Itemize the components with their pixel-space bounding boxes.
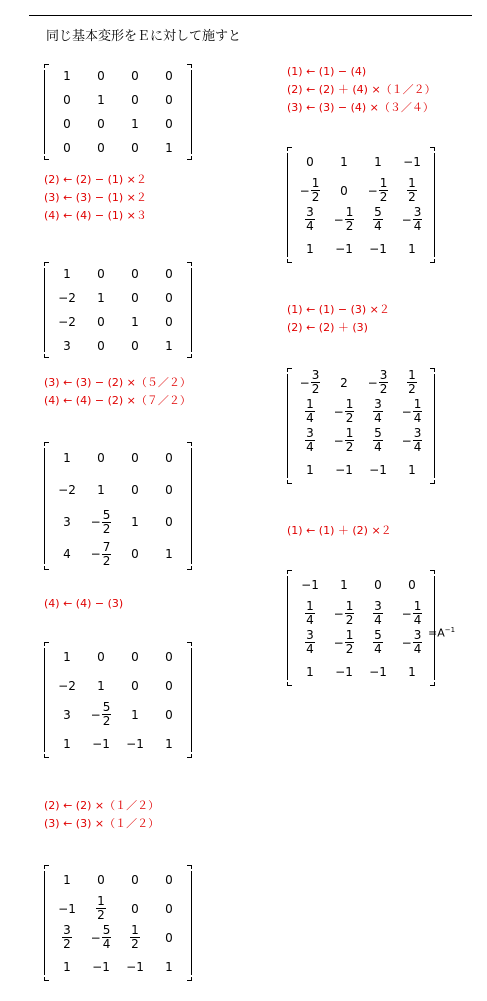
matrix-cell: 0 xyxy=(374,577,382,592)
right-bracket xyxy=(187,442,192,570)
matrix-row xyxy=(293,657,429,686)
matrix-cell: 0 xyxy=(131,93,139,107)
matrix-cell: −1 xyxy=(335,462,353,477)
matrix-step xyxy=(44,262,192,358)
operation-line: (1) ← (1) − (4) xyxy=(287,65,367,78)
matrix-cell: −1 xyxy=(126,959,144,974)
matrix-cell: −1 xyxy=(126,736,144,751)
matrix-cell: 0 xyxy=(165,451,173,465)
matrix-cell: 0 xyxy=(165,483,173,497)
matrix-cell: 0 xyxy=(131,649,139,664)
matrix-cell: 1 xyxy=(408,241,416,256)
matrix-cell: $\frac{5}{4}$ xyxy=(374,426,382,454)
matrix-cell: − $\frac{1}{2}$ xyxy=(299,176,320,204)
matrix-row xyxy=(293,368,429,397)
row-operations xyxy=(287,63,436,117)
matrix-cell: 1 xyxy=(131,707,139,722)
matrix-cell: 1 xyxy=(408,664,416,679)
matrix-row xyxy=(50,671,186,700)
matrix-cell: 0 xyxy=(97,649,105,664)
matrix-cell: 0 xyxy=(131,901,139,916)
matrix-cell: 0 xyxy=(131,291,139,305)
operation-line: (4) ← (4) − (3) xyxy=(44,597,124,610)
matrix-row xyxy=(50,642,186,671)
matrix-cell: 1 xyxy=(63,69,71,83)
matrix-cell: 1 xyxy=(340,577,348,592)
matrix-cell: 1 xyxy=(97,483,105,497)
matrix-step xyxy=(44,442,192,570)
matrix-cell: − $\frac{1}{2}$ xyxy=(333,599,354,627)
matrix-row xyxy=(293,205,429,234)
matrix-row xyxy=(293,234,429,263)
matrix-cell: − $\frac{3}{2}$ xyxy=(299,368,320,396)
matrix-cell: 0 xyxy=(63,117,71,131)
matrix-row xyxy=(293,570,429,599)
matrix-cell: 0 xyxy=(131,69,139,83)
matrix-cell: 0 xyxy=(131,678,139,693)
left-bracket xyxy=(287,147,292,263)
matrix-cell: 0 xyxy=(131,483,139,497)
matrix-cell: 1 xyxy=(306,664,314,679)
matrix-cell: $\frac{5}{4}$ xyxy=(374,628,382,656)
matrix-cell: − $\frac{3}{2}$ xyxy=(367,368,388,396)
matrix-cell: 0 xyxy=(306,154,314,169)
matrix-cell: $\frac{3}{4}$ xyxy=(306,628,314,656)
matrix-cell: 0 xyxy=(131,267,139,281)
matrix-cell: 0 xyxy=(131,141,139,155)
operation-line: (3) ← (3) ×（１／２） xyxy=(44,817,160,830)
matrix-row xyxy=(293,628,429,657)
matrix-row xyxy=(293,455,429,484)
matrix-cell: 3 xyxy=(63,339,71,353)
matrix-cell: $\frac{3}{4}$ xyxy=(374,599,382,627)
matrix-row xyxy=(50,894,186,923)
matrix-row xyxy=(50,442,186,474)
matrix-row xyxy=(50,136,186,160)
matrix-cell: 1 xyxy=(97,93,105,107)
matrix-row xyxy=(293,176,429,205)
row-operations xyxy=(287,522,392,540)
inverse-label: $=A^{-1}$ xyxy=(428,626,456,640)
matrix-cell: 0 xyxy=(131,872,139,887)
matrix-cell: −2 xyxy=(58,291,76,305)
matrix-cell: 3 xyxy=(63,515,71,529)
matrix-row xyxy=(50,286,186,310)
matrix-cell: 0 xyxy=(97,69,105,83)
matrix-cell: $\frac{1}{2}$ xyxy=(408,176,416,204)
matrix-row xyxy=(293,397,429,426)
matrix-cell: −2 xyxy=(58,678,76,693)
matrix-step xyxy=(287,147,435,263)
matrix-identity xyxy=(44,64,192,160)
matrix-cell: 0 xyxy=(63,93,71,107)
matrix-step xyxy=(44,642,192,758)
matrix-cell: 1 xyxy=(97,678,105,693)
matrix-cell: $\frac{3}{4}$ xyxy=(306,426,314,454)
matrix-cell: 0 xyxy=(131,451,139,465)
matrix-cell: 0 xyxy=(165,69,173,83)
matrix-cell: 0 xyxy=(97,267,105,281)
operation-line: (3) ← (3) − (2) ×（５／２） xyxy=(44,376,191,389)
matrix-cell: $\frac{1}{4}$ xyxy=(306,599,314,627)
matrix-cell: $\frac{5}{4}$ xyxy=(374,205,382,233)
matrix-cell: 0 xyxy=(131,339,139,353)
matrix-row xyxy=(293,599,429,628)
matrix-row xyxy=(50,700,186,729)
matrix-cell: − $\frac{5}{2}$ xyxy=(90,507,111,536)
right-bracket xyxy=(187,865,192,981)
right-bracket xyxy=(430,147,435,263)
operation-line: (4) ← (4) − (1) ×３ xyxy=(44,209,147,222)
matrix-inverse xyxy=(287,570,435,686)
page-heading: 同じ基本変形をＥに対して施すと xyxy=(46,29,242,44)
matrix-cell: 1 xyxy=(165,736,173,751)
matrix-cell: 1 xyxy=(63,872,71,887)
matrix-cell: 0 xyxy=(408,577,416,592)
matrix-cell: 3 xyxy=(63,707,71,722)
matrix-cell: $\frac{1}{2}$ xyxy=(408,368,416,396)
matrix-cell: 0 xyxy=(97,339,105,353)
matrix-cell: − $\frac{3}{4}$ xyxy=(401,426,422,454)
matrix-cell: 0 xyxy=(97,315,105,329)
matrix-cell: − $\frac{3}{4}$ xyxy=(401,628,422,656)
operation-line: (2) ← (2) ＋ (4) ×（１／２） xyxy=(287,83,436,96)
matrix-cell: 0 xyxy=(165,678,173,693)
matrix-cell: 1 xyxy=(63,736,71,751)
matrix-cell: 0 xyxy=(165,117,173,131)
right-bracket xyxy=(187,262,192,358)
matrix-cell: 0 xyxy=(131,547,139,561)
matrix-row xyxy=(50,865,186,894)
matrix-cell: − $\frac{1}{2}$ xyxy=(367,176,388,204)
matrix-cell: 0 xyxy=(97,117,105,131)
matrix-cell: 0 xyxy=(165,515,173,529)
operation-line: (3) ← (3) − (4) ×（３／４） xyxy=(287,101,434,114)
matrix-cell: $\frac{1}{4}$ xyxy=(306,397,314,425)
row-operations xyxy=(287,301,390,337)
operation-line: (3) ← (3) − (1) ×２ xyxy=(44,191,147,204)
matrix-step xyxy=(44,865,192,981)
matrix-cell: 0 xyxy=(165,930,173,945)
matrix-cell: −1 xyxy=(369,241,387,256)
matrix-cell: 0 xyxy=(63,141,71,155)
matrix-cell: 1 xyxy=(63,649,71,664)
matrix-cell: 1 xyxy=(131,315,139,329)
matrix-cell: $\frac{3}{4}$ xyxy=(306,205,314,233)
operation-line: (2) ← (2) − (1) ×２ xyxy=(44,173,147,186)
operation-line: (1) ← (1) − (3) ×２ xyxy=(287,303,390,316)
matrix-row xyxy=(50,538,186,570)
matrix-cell: −1 xyxy=(92,736,110,751)
left-bracket xyxy=(44,64,49,160)
row-operations xyxy=(44,374,191,410)
matrix-cell: 0 xyxy=(165,707,173,722)
matrix-cell: 1 xyxy=(306,462,314,477)
matrix-cell: 1 xyxy=(408,462,416,477)
matrix-cell: 0 xyxy=(97,872,105,887)
left-bracket xyxy=(287,368,292,484)
matrix-cell: $\frac{3}{4}$ xyxy=(374,397,382,425)
matrix-cell: 1 xyxy=(165,141,173,155)
matrix-cell: 1 xyxy=(165,339,173,353)
matrix-row xyxy=(50,729,186,758)
matrix-cell: 1 xyxy=(131,117,139,131)
matrix-row xyxy=(293,147,429,176)
matrix-row xyxy=(50,334,186,358)
matrix-cell: 1 xyxy=(131,515,139,529)
matrix-cell: −1 xyxy=(58,901,76,916)
matrix-row xyxy=(50,64,186,88)
matrix-cell: − $\frac{5}{2}$ xyxy=(90,700,111,728)
matrix-row xyxy=(50,923,186,952)
matrix-cell: 1 xyxy=(63,959,71,974)
matrix-cell: −1 xyxy=(403,154,421,169)
matrix-cell: − $\frac{5}{4}$ xyxy=(90,923,111,951)
matrix-cell: $\frac{1}{2}$ xyxy=(97,894,105,922)
matrix-cell: −1 xyxy=(369,664,387,679)
matrix-cell: −1 xyxy=(369,462,387,477)
matrix-cell: − $\frac{1}{4}$ xyxy=(401,397,422,425)
matrix-cell: − $\frac{3}{4}$ xyxy=(401,205,422,233)
matrix-cell: 0 xyxy=(165,901,173,916)
matrix-cell: −2 xyxy=(58,315,76,329)
matrix-cell: −1 xyxy=(92,959,110,974)
matrix-cell: 1 xyxy=(97,291,105,305)
row-operations xyxy=(44,171,147,225)
matrix-cell: 1 xyxy=(63,451,71,465)
matrix-row xyxy=(50,262,186,286)
left-bracket xyxy=(287,570,292,686)
left-bracket xyxy=(44,442,49,570)
matrix-cell: −1 xyxy=(335,241,353,256)
matrix-cell: 0 xyxy=(97,451,105,465)
operation-line: (2) ← (2) ＋ (3) xyxy=(287,321,368,334)
right-bracket xyxy=(187,64,192,160)
matrix-cell: −1 xyxy=(301,577,319,592)
matrix-row xyxy=(50,952,186,981)
matrix-cell: −2 xyxy=(58,483,76,497)
matrix-row xyxy=(50,112,186,136)
matrix-cell: 0 xyxy=(165,291,173,305)
matrix-cell: $\frac{1}{2}$ xyxy=(131,923,139,951)
operation-line: (2) ← (2) ×（１／２） xyxy=(44,799,160,812)
matrix-cell: 1 xyxy=(63,267,71,281)
matrix-cell: 2 xyxy=(340,375,348,390)
matrix-cell: 0 xyxy=(97,141,105,155)
matrix-cell: − $\frac{1}{4}$ xyxy=(401,599,422,627)
matrix-row xyxy=(50,474,186,506)
matrix-cell: 1 xyxy=(165,547,173,561)
left-bracket xyxy=(44,642,49,758)
matrix-cell: − $\frac{1}{2}$ xyxy=(333,205,354,233)
matrix-cell: − $\frac{1}{2}$ xyxy=(333,397,354,425)
row-operations xyxy=(44,797,159,833)
operation-line: (4) ← (4) − (2) ×（７／２） xyxy=(44,394,191,407)
operation-line: (1) ← (1) ＋ (2) ×２ xyxy=(287,524,392,537)
matrix-cell: 1 xyxy=(374,154,382,169)
top-rule xyxy=(29,15,472,16)
matrix-cell: 0 xyxy=(165,315,173,329)
matrix-cell: 0 xyxy=(165,267,173,281)
matrix-cell: −1 xyxy=(335,664,353,679)
left-bracket xyxy=(44,262,49,358)
matrix-row xyxy=(50,310,186,334)
right-bracket xyxy=(187,642,192,758)
matrix-cell: 0 xyxy=(165,872,173,887)
matrix-cell: 1 xyxy=(340,154,348,169)
matrix-row xyxy=(50,88,186,112)
matrix-cell: 1 xyxy=(165,959,173,974)
matrix-row xyxy=(50,506,186,538)
matrix-cell: 0 xyxy=(340,183,348,198)
matrix-cell: 0 xyxy=(165,649,173,664)
row-operations xyxy=(44,595,123,613)
right-bracket xyxy=(430,368,435,484)
matrix-cell: − $\frac{7}{2}$ xyxy=(90,539,111,568)
matrix-row xyxy=(293,426,429,455)
matrix-cell: − $\frac{1}{2}$ xyxy=(333,426,354,454)
left-bracket xyxy=(44,865,49,981)
matrix-cell: 1 xyxy=(306,241,314,256)
matrix-cell: 0 xyxy=(165,93,173,107)
matrix-cell: 4 xyxy=(63,547,71,561)
matrix-cell: $\frac{3}{2}$ xyxy=(63,923,71,951)
matrix-cell: − $\frac{1}{2}$ xyxy=(333,628,354,656)
matrix-step xyxy=(287,368,435,484)
